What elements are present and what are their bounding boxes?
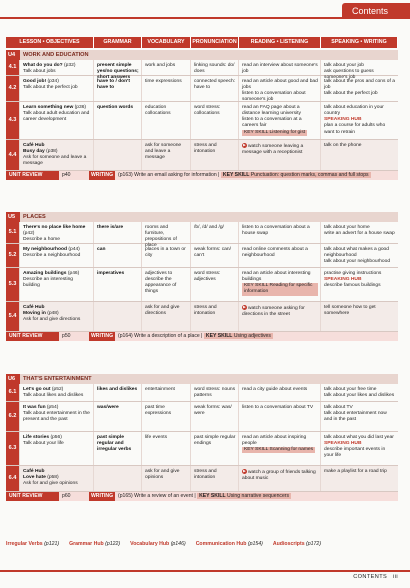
lesson-number: 5.1 bbox=[6, 222, 20, 243]
column-header bbox=[6, 37, 398, 48]
lesson-page: (p52) bbox=[51, 387, 64, 392]
speaking-text: talk about education in your country bbox=[324, 105, 384, 117]
lesson-objective: Describe a neighbourhood bbox=[23, 253, 81, 259]
unit-review-page: p40 bbox=[62, 172, 71, 178]
unit-header bbox=[6, 374, 398, 384]
lesson-number: 6.2 bbox=[6, 402, 20, 431]
page-footer: CONTENTS iii bbox=[353, 574, 398, 580]
speaking-cell bbox=[321, 402, 398, 431]
reading-cell bbox=[239, 432, 321, 465]
lesson-objective: Ask for and give opinions bbox=[23, 481, 78, 487]
speaking-text: talk about TV talk about entertainment now and in the past bbox=[324, 405, 387, 423]
writing-label: WRITING bbox=[91, 172, 114, 178]
grammar-cell: can bbox=[94, 244, 142, 267]
grammar-cell: imperatives bbox=[94, 268, 142, 301]
lesson-title[interactable]: Learn something new bbox=[23, 105, 74, 110]
unit-title: THAT'S ENTERTAINMENT bbox=[20, 374, 398, 384]
speaking-hub-label: SPEAKING HUB bbox=[324, 441, 362, 447]
vocabulary-cell: life events bbox=[142, 432, 191, 465]
lesson-title[interactable]: Let's go out bbox=[23, 387, 51, 392]
unit-review-bar bbox=[6, 332, 398, 341]
writing-task: (p163) Write an email asking for information | KEY SKILL Punctuation: question marks, commas and full stops bbox=[118, 172, 369, 178]
video-icon: ▶ bbox=[243, 305, 246, 309]
unit-review-label[interactable]: UNIT REVIEW bbox=[6, 332, 59, 341]
lesson-number: 6.3 bbox=[6, 432, 20, 465]
pronunciation-cell: stress and intonation bbox=[191, 302, 239, 331]
reading-text: read online comments about a neighbourhood bbox=[242, 247, 308, 259]
lesson-objective: Ask for someone and leave a message bbox=[23, 155, 87, 167]
lesson-cell bbox=[20, 302, 94, 331]
lesson-subtitle: Moving in bbox=[23, 311, 46, 317]
lesson-cell bbox=[20, 102, 94, 139]
reading-cell bbox=[239, 402, 321, 431]
unit-review-bar bbox=[6, 171, 398, 180]
lesson-number: 5.2 bbox=[6, 244, 20, 267]
unit-number: U6 bbox=[8, 376, 16, 382]
unit-header bbox=[6, 50, 398, 60]
pronunciation-cell: word stress: adjectives bbox=[191, 268, 239, 301]
lesson-title[interactable]: Amazing buildings bbox=[23, 271, 67, 276]
unit-number: U4 bbox=[8, 52, 16, 58]
speaking-text: talk about the pros and cons of a job talk about the perfect job bbox=[324, 79, 395, 97]
key-skill-text: Using narrative sequencers bbox=[227, 493, 290, 499]
video-icon: ▶ bbox=[243, 143, 246, 147]
speaking-cell bbox=[321, 102, 398, 139]
bottom-rule bbox=[0, 570, 410, 572]
lesson-cell bbox=[20, 140, 94, 170]
lesson-cell bbox=[20, 76, 94, 101]
lesson-title[interactable]: It was fun bbox=[23, 405, 46, 410]
key-skill-review bbox=[221, 172, 371, 178]
reading-text: read an FAQ page about a distance learning university listen to a conversation at a careers fair bbox=[242, 105, 302, 129]
lesson-row bbox=[6, 402, 398, 432]
reading-cell bbox=[239, 384, 321, 401]
unit-review-bar bbox=[6, 492, 398, 501]
unit-number: U5 bbox=[8, 214, 16, 220]
speaking-text: make a playlist for a road trip bbox=[324, 469, 387, 474]
lesson-page: (p54) bbox=[46, 405, 59, 410]
unit-review-page: p60 bbox=[62, 493, 71, 499]
reading-text: watch a group of friends talking about music bbox=[242, 469, 316, 481]
key-skill-badge: KEY SKILL Listening for gist bbox=[244, 129, 306, 135]
speaking-cell bbox=[321, 384, 398, 401]
reading-text: listen to a conversation about TV bbox=[242, 405, 314, 410]
pronunciation-cell: stress and intonation bbox=[191, 140, 239, 170]
grammar-cell: past simple regular and irregular verbs bbox=[94, 432, 142, 465]
vocabulary-cell: places in a town or city bbox=[142, 244, 191, 267]
lesson-page: (p56) bbox=[50, 435, 62, 440]
reading-cell bbox=[239, 268, 321, 301]
key-skill-badge: KEY SKILL Scanning for names bbox=[244, 447, 314, 453]
speaking-text: talk about your job ask questions to guess someone's job bbox=[324, 63, 374, 81]
reading-text: read an article about interesting buildings bbox=[242, 271, 311, 283]
pronunciation-cell: weak forms: was/ were bbox=[191, 402, 239, 431]
unit-section bbox=[6, 50, 398, 180]
writing-text: Write a review of an event bbox=[134, 493, 193, 499]
reading-text: listen to a conversation about a house swap bbox=[242, 225, 310, 237]
pronunciation-cell: word stress: collocations bbox=[191, 102, 239, 139]
speaking-text: talk about what you did last year bbox=[324, 435, 394, 440]
col-speaking-writing: SPEAKING • WRITING bbox=[321, 37, 398, 48]
lesson-number: 5.3 bbox=[6, 268, 20, 301]
unit-review-label[interactable]: UNIT REVIEW bbox=[6, 492, 59, 501]
pronunciation-cell: past simple regular endings bbox=[191, 432, 239, 465]
vocabulary-cell: ask for and give directions bbox=[142, 302, 191, 331]
grammar-cell: was/were bbox=[94, 402, 142, 431]
vocabulary-cell: ask for someone and leave a message bbox=[142, 140, 191, 170]
speaking-cell bbox=[321, 268, 398, 301]
lesson-subtitle: Love hate bbox=[23, 475, 46, 481]
unit-review-label[interactable]: UNIT REVIEW bbox=[6, 171, 59, 180]
footer-link-communication-hub[interactable]: Communication Hub (p154) bbox=[195, 541, 263, 547]
grammar-cell: likes and dislikes bbox=[94, 384, 142, 401]
speaking-text: talk about your home write an advert for a house swap bbox=[324, 225, 395, 237]
lesson-subpage: (p38) bbox=[46, 149, 58, 155]
unit-title: PLACES bbox=[20, 212, 398, 222]
key-skill-review bbox=[204, 333, 273, 339]
lesson-page: (p42) bbox=[23, 231, 35, 237]
lesson-title[interactable]: My neighbourhood bbox=[23, 247, 68, 252]
lesson-cell bbox=[20, 384, 94, 401]
lesson-row bbox=[6, 302, 398, 332]
vocabulary-cell: education collocations bbox=[142, 102, 191, 139]
reading-text: watch someone leaving a message with a receptionist bbox=[242, 143, 304, 155]
col-reading-listening: READING • LISTENING bbox=[239, 37, 321, 48]
speaking-text: tell someone how to get somewhere bbox=[324, 305, 376, 317]
speaking-hub-text: describe famous buildings bbox=[324, 283, 381, 289]
vocabulary-cell: adjectives to describe the appearance of things bbox=[142, 268, 191, 301]
pronunciation-cell: /b/, /d/ and /g/ bbox=[191, 222, 239, 243]
vocabulary-cell: rooms and furniture, prepositions of place bbox=[142, 222, 191, 243]
speaking-cell bbox=[321, 222, 398, 243]
speaking-text: talk about what makes a good neighbourhood talk about your neighbourhood bbox=[324, 247, 391, 265]
lesson-page: (p44) bbox=[68, 247, 80, 252]
speaking-cell bbox=[321, 76, 398, 101]
lesson-page: (p46) bbox=[67, 271, 80, 276]
speaking-text: practise giving instructions bbox=[324, 271, 382, 276]
lesson-subtitle: Busy day bbox=[23, 149, 45, 155]
lesson-title[interactable]: Café Hub bbox=[23, 305, 45, 310]
speaking-hub-text: plan a course for adults who want to retrain bbox=[324, 123, 386, 135]
lesson-title[interactable]: Café Hub bbox=[23, 469, 45, 474]
lesson-objective: Describe an interesting building bbox=[23, 277, 74, 289]
unit-header bbox=[6, 212, 398, 222]
lesson-number: 5.4 bbox=[6, 302, 20, 331]
reading-cell bbox=[239, 222, 321, 243]
vocabulary-cell: entertainment bbox=[142, 384, 191, 401]
grammar-cell: there is/are bbox=[94, 222, 142, 243]
lesson-page: (p36) bbox=[74, 105, 87, 110]
grammar-cell: present simple yes/no questions; short answers bbox=[94, 60, 142, 75]
grammar-cell bbox=[94, 302, 142, 331]
lesson-row bbox=[6, 60, 398, 81]
lesson-row bbox=[6, 76, 398, 102]
lesson-row bbox=[6, 222, 398, 249]
lesson-cell bbox=[20, 222, 94, 243]
col-vocabulary: VOCABULARY bbox=[142, 37, 191, 48]
vocabulary-cell: ask for and give opinions bbox=[142, 466, 191, 491]
lesson-number: 6.4 bbox=[6, 466, 20, 491]
lesson-title[interactable]: What do you do? bbox=[23, 63, 63, 68]
grammar-cell bbox=[94, 466, 142, 491]
lesson-objective: Ask for and give directions bbox=[23, 317, 81, 323]
writing-label: WRITING bbox=[91, 493, 114, 499]
reading-cell bbox=[239, 466, 321, 491]
reading-text: read an interview about someone's job bbox=[242, 63, 318, 75]
pronunciation-cell: word stress: nouns patterns bbox=[191, 384, 239, 401]
lesson-row bbox=[6, 102, 398, 140]
lesson-row bbox=[6, 140, 398, 171]
reading-text: read an article about good and bad jobs listen to a conversation about someone's job bbox=[242, 79, 318, 103]
lesson-number: 4.4 bbox=[6, 140, 20, 170]
lesson-objective: Talk about your life bbox=[23, 441, 64, 447]
writing-text: Write a description of a place bbox=[134, 333, 200, 339]
lesson-title[interactable]: There's no place like home bbox=[23, 225, 86, 230]
writing-task: (p165) Write a review of an event | KEY SKILL Using narrative sequencers bbox=[118, 493, 290, 499]
lesson-cell bbox=[20, 244, 94, 267]
lesson-cell bbox=[20, 402, 94, 431]
top-bar bbox=[0, 0, 410, 22]
reading-cell bbox=[239, 244, 321, 267]
speaking-cell bbox=[321, 432, 398, 465]
lesson-title[interactable]: Café Hub bbox=[23, 143, 45, 148]
key-skill-review bbox=[197, 493, 291, 499]
unit-title: WORK AND EDUCATION bbox=[20, 50, 398, 60]
reading-cell bbox=[239, 76, 321, 101]
speaking-text: talk on the phone bbox=[324, 143, 362, 148]
lesson-row bbox=[6, 432, 398, 466]
lesson-number: 4.2 bbox=[6, 76, 20, 101]
pronunciation-cell: linking sounds: do/ does bbox=[191, 60, 239, 75]
writing-page: (p164) bbox=[118, 333, 133, 339]
vocabulary-cell: time expressions bbox=[142, 76, 191, 101]
reading-cell bbox=[239, 302, 321, 331]
speaking-cell bbox=[321, 466, 398, 491]
video-icon: ▶ bbox=[243, 469, 246, 473]
lesson-number: 4.1 bbox=[6, 60, 20, 75]
grammar-cell: question words bbox=[94, 102, 142, 139]
pronunciation-cell: stress and intonation bbox=[191, 466, 239, 491]
key-skill-text: Punctuation: question marks, commas and full stops bbox=[250, 172, 369, 178]
speaking-text: talk about your free time talk about your likes and dislikes bbox=[324, 387, 395, 399]
lesson-page: (p34) bbox=[47, 79, 59, 84]
lesson-title[interactable]: Good job! bbox=[23, 79, 47, 84]
unit-section bbox=[6, 374, 398, 501]
lesson-objective: Talk about the perfect job bbox=[23, 85, 78, 91]
key-skill-badge: KEY SKILL Reading for specific information bbox=[242, 283, 318, 295]
lesson-number: 6.1 bbox=[6, 384, 20, 401]
lesson-objective: Describe a home bbox=[23, 237, 60, 243]
key-skill-text: Using adjectives bbox=[233, 333, 271, 339]
writing-task: (p164) Write a description of a place | KEY SKILL Using adjectives bbox=[118, 333, 271, 339]
lesson-objective: Talk about entertainment in the present and the past bbox=[23, 411, 90, 423]
footer-link-vocabulary-hub[interactable]: Vocabulary Hub (p146) bbox=[130, 541, 186, 547]
speaking-hub-label: SPEAKING HUB bbox=[324, 277, 362, 283]
grammar-cell: have to / don't have to bbox=[94, 76, 142, 101]
unit-review-page: p50 bbox=[62, 333, 71, 339]
lesson-row bbox=[6, 268, 398, 302]
lesson-cell bbox=[20, 268, 94, 301]
speaking-hub-text: describe important events in your life bbox=[324, 447, 386, 459]
col-grammar: GRAMMAR bbox=[94, 37, 142, 48]
speaking-hub-label: SPEAKING HUB bbox=[324, 117, 362, 123]
writing-text: Write an email asking for information bbox=[134, 172, 217, 178]
lesson-number: 4.3 bbox=[6, 102, 20, 139]
reading-text: read an article about inspiring people bbox=[242, 435, 307, 447]
lesson-objective: Talk about adult education and career development bbox=[23, 111, 90, 123]
lesson-cell bbox=[20, 466, 94, 491]
lesson-cell bbox=[20, 60, 94, 75]
reading-text: watch someone asking for directions in the street bbox=[242, 305, 305, 317]
lesson-subpage: (p48) bbox=[47, 311, 59, 317]
speaking-cell bbox=[321, 60, 398, 81]
pronunciation-cell: weak forms: can/ can't bbox=[191, 244, 239, 267]
vocabulary-cell: work and jobs bbox=[142, 60, 191, 75]
reading-text: read a city guide about events bbox=[242, 387, 308, 392]
reading-cell bbox=[239, 102, 321, 139]
key-skill-label: KEY SKILL bbox=[199, 493, 226, 499]
lesson-row bbox=[6, 466, 398, 492]
reading-cell bbox=[239, 140, 321, 170]
lesson-row bbox=[6, 244, 398, 268]
key-skill-label: KEY SKILL bbox=[222, 172, 250, 178]
key-skill-label: KEY SKILL bbox=[205, 333, 233, 339]
lesson-row bbox=[6, 384, 398, 402]
pronunciation-cell: connected speech: have to bbox=[191, 76, 239, 101]
lesson-title[interactable]: Life stories bbox=[23, 435, 50, 440]
vocabulary-cell: past time expressions bbox=[142, 402, 191, 431]
contents-tab: Contents bbox=[342, 3, 410, 19]
lesson-objective: Talk about likes and dislikes bbox=[23, 393, 84, 399]
footer-link-audioscripts[interactable]: Audioscripts (p172) bbox=[272, 541, 322, 547]
footer-link-grammar-hub[interactable]: Grammar Hub (p122) bbox=[69, 541, 121, 547]
lesson-cell bbox=[20, 432, 94, 465]
col-lesson: LESSON • OBJECTIVES bbox=[6, 37, 94, 48]
unit-section bbox=[6, 212, 398, 341]
lesson-subpage: (p58) bbox=[47, 475, 59, 481]
speaking-cell bbox=[321, 140, 398, 170]
footer-links bbox=[6, 541, 398, 547]
col-pronunciation: PRONUNCIATION bbox=[191, 37, 239, 48]
lesson-objective: Talk about jobs bbox=[23, 69, 56, 75]
writing-label: WRITING bbox=[91, 333, 114, 339]
lesson-page: (p32) bbox=[64, 63, 76, 68]
grammar-cell bbox=[94, 140, 142, 170]
writing-page: (p165) bbox=[118, 493, 133, 499]
writing-page: (p163) bbox=[118, 172, 133, 178]
speaking-cell bbox=[321, 302, 398, 331]
speaking-cell bbox=[321, 244, 398, 267]
footer-link-irregular-verbs[interactable]: Irregular Verbs (p121) bbox=[6, 541, 60, 547]
reading-cell bbox=[239, 60, 321, 75]
